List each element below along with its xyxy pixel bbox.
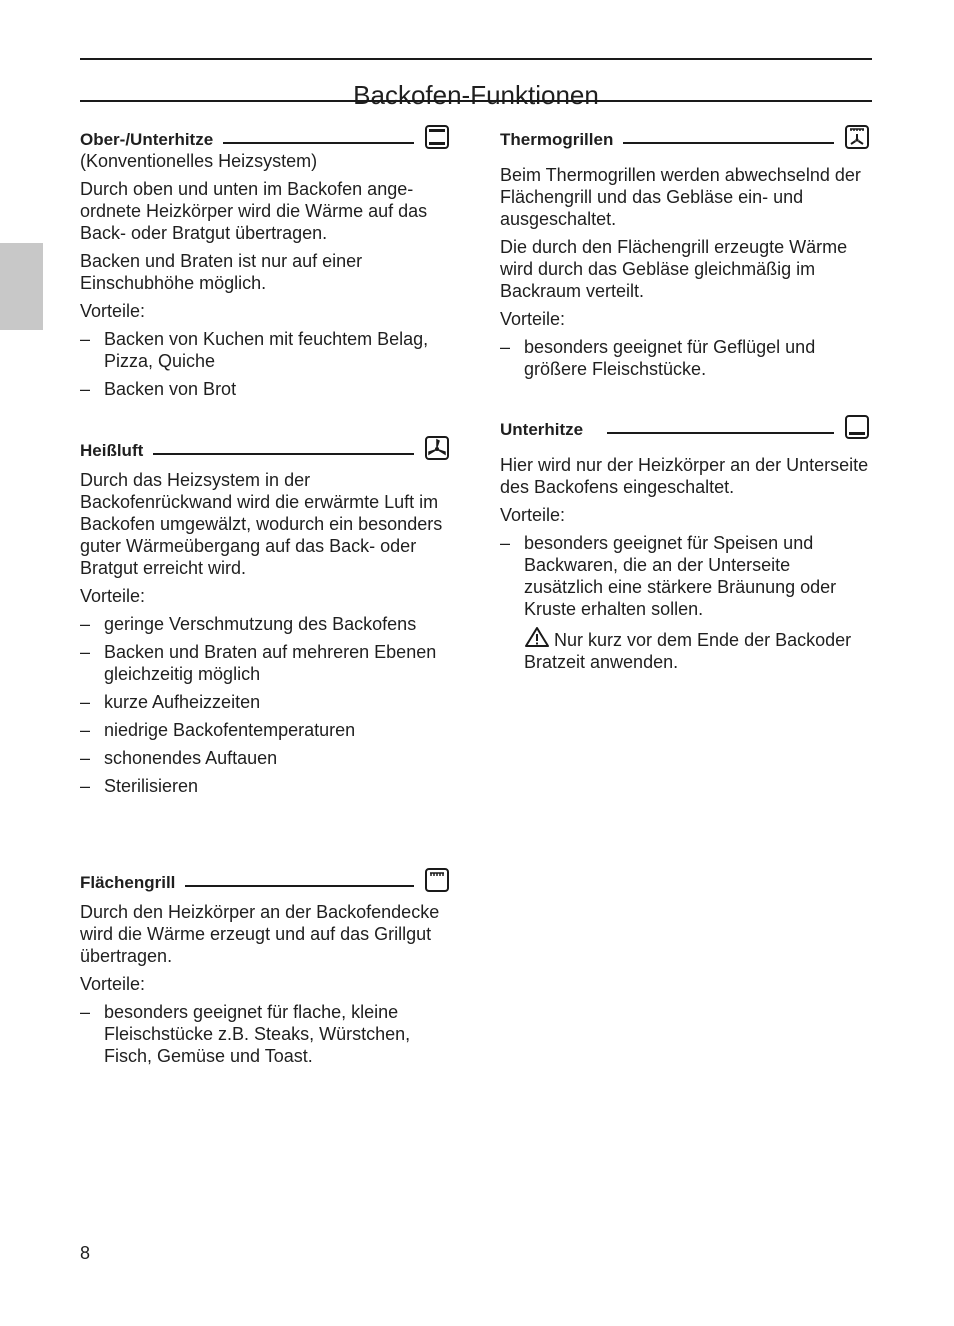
list-item: – besonders geeignet für flache, kleine Fleischstücke z.B. Steaks, Würstchen, Fisch, Gemüse und Toast. [80, 1002, 411, 1066]
advantages-list [500, 532, 870, 620]
advantages-label: Vorteile: [500, 309, 566, 329]
list-item: – schonendes Auftauen [80, 748, 278, 768]
heading-rule [223, 142, 414, 144]
advantages-list [80, 328, 450, 400]
list-item: – Backen von Brot [80, 379, 237, 399]
section-title: Heißluft [80, 441, 144, 460]
paragraph: Backen und Braten ist nur auf einer Einschubhöhe möglich. [80, 251, 363, 293]
list-item: – Backen und Braten auf mehreren Ebenen gleichzeitig möglich [80, 642, 437, 684]
section-heading [80, 435, 450, 461]
thermo-grill-icon [844, 124, 870, 150]
advantages-list [80, 1001, 450, 1067]
warning-note [500, 626, 870, 673]
page-number: 8 [80, 1243, 91, 1263]
section-unterhitze [500, 414, 870, 673]
paragraph: Durch das Heizsystem in der Backofenrückwand wird die erwärmte Luft im Backofen umgewälzt, wodurch ein besonders guter Wärmeübergang auf das Back- oder Bratgut erreicht wird. [80, 470, 443, 578]
advantages-label: Vorteile: [80, 586, 146, 606]
heading-rule [607, 432, 834, 434]
advantages-label: Vorteile: [80, 301, 146, 321]
top-bottom-heat-icon [424, 124, 450, 150]
header-rule-bottom [80, 100, 872, 102]
heading-rule [185, 885, 414, 887]
chapter-tab-marker [0, 243, 43, 330]
list-item: – niedrige Backofentemperaturen [80, 720, 356, 740]
warning-text: Nur kurz vor dem Ende der Backoder Bratzeit anwenden. [524, 630, 852, 672]
section-heading [80, 867, 450, 893]
header-rule-top [80, 58, 872, 60]
paragraph: Durch oben und unten im Backofen angeordnete Heizkörper wird die Wärme auf das Back- oder Bratgut übertragen. [80, 179, 428, 243]
list-item: – besonders geeignet für Speisen und Backwaren, die an der Unterseite zusätzlich eine stärkere Bräunung oder Kruste erhalten sollen. [500, 533, 837, 619]
section-title: Unterhitze [500, 420, 584, 439]
bottom-heat-icon [844, 414, 870, 440]
grill-icon [424, 867, 450, 893]
advantages-list [80, 613, 450, 797]
section-flaechengrill [80, 867, 450, 1067]
list-item: – geringe Verschmutzung des Backofens [80, 614, 417, 634]
advantages-label: Vorteile: [80, 974, 146, 994]
section-title: Ober-/Unterhitze [80, 130, 214, 149]
section-thermogrillen [500, 124, 870, 380]
fan-heat-icon [424, 435, 450, 461]
list-item: – kurze Aufheizzeiten [80, 692, 261, 712]
page-title: Backofen-Funktionen [353, 80, 599, 111]
warning-triangle-icon [524, 626, 550, 648]
heading-rule [153, 453, 414, 455]
list-item: – Sterilisieren [80, 776, 199, 796]
paragraph: Beim Thermogrillen werden abwechselnd der Flächengrill und das Gebläse ein- und ausgeschaltet. [500, 165, 861, 229]
section-heading [500, 414, 870, 440]
list-item: – besonders geeignet für Geflügel und größere Fleischstücke. [500, 337, 816, 379]
advantages-label: Vorteile: [500, 505, 566, 525]
list-item: – Backen von Kuchen mit feuchtem Belag, Pizza, Quiche [80, 329, 429, 371]
section-heading [500, 124, 870, 150]
heading-rule [623, 142, 834, 144]
section-subtitle: (Konventionelles Heizsystem) [80, 151, 318, 171]
section-ober-unterhitze [80, 124, 450, 400]
paragraph: Hier wird nur der Heizkörper an der Unterseite des Backofens eingeschaltet. [500, 455, 869, 497]
paragraph: Die durch den Flächengrill erzeugte Wärme wird durch das Gebläse gleichmäßig im Backraum verteilt. [500, 237, 848, 301]
section-heissluft [80, 435, 450, 797]
advantages-list [500, 336, 870, 380]
section-title: Thermogrillen [500, 130, 614, 149]
paragraph: Durch den Heizkörper an der Backofendecke wird die Wärme erzeugt und auf das Grillgut übertragen. [80, 902, 440, 966]
section-title: Flächengrill [80, 873, 176, 892]
section-heading [80, 124, 450, 150]
